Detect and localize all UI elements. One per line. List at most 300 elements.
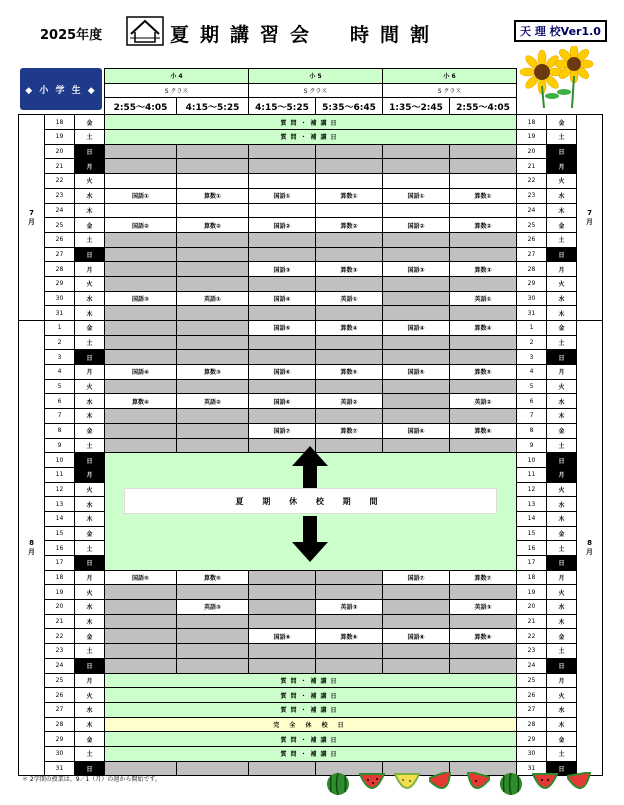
day-number: 19 <box>45 585 75 600</box>
lesson-cell: 国語⑥ <box>249 365 316 380</box>
weekday: 木 <box>547 306 577 321</box>
day-number: 19 <box>517 130 547 145</box>
weekday: 月 <box>547 570 577 585</box>
empty-slot <box>383 203 450 218</box>
weekday: 月 <box>547 673 577 688</box>
day-number: 30 <box>45 291 75 306</box>
arrow-down-icon <box>290 516 330 562</box>
lesson-cell: 英語② <box>450 394 517 409</box>
day-number: 22 <box>45 174 75 189</box>
weekday: 月 <box>75 467 105 482</box>
full-day-note: 質問・補講日 <box>105 673 517 688</box>
lesson-cell: 国語③ <box>249 262 316 277</box>
day-number: 16 <box>45 541 75 556</box>
day-number: 22 <box>517 174 547 189</box>
empty-slot <box>249 585 316 600</box>
day-number: 14 <box>517 511 547 526</box>
day-number: 9 <box>517 438 547 453</box>
lesson-cell: 英語③ <box>177 600 249 615</box>
day-number: 18 <box>517 115 547 130</box>
lesson-cell: 国語③ <box>383 262 450 277</box>
day-row <box>19 658 603 673</box>
empty-slot <box>383 614 450 629</box>
empty-slot <box>105 438 177 453</box>
lesson-cell: 国語④ <box>105 365 177 380</box>
day-number: 7 <box>517 409 547 424</box>
lesson-cell: 国語② <box>105 218 177 233</box>
day-number: 12 <box>517 482 547 497</box>
empty-slot <box>105 232 177 247</box>
watermelon-slice-icon <box>567 772 593 794</box>
weekday: 土 <box>75 541 105 556</box>
empty-slot <box>105 335 177 350</box>
day-number: 30 <box>45 746 75 761</box>
lesson-cell: 国語⑧ <box>249 629 316 644</box>
empty-slot <box>316 409 383 424</box>
day-row <box>19 130 603 145</box>
watermelon-slice-icon <box>532 772 558 794</box>
empty-slot <box>177 614 249 629</box>
empty-slot <box>383 276 450 291</box>
weekday: 水 <box>547 188 577 203</box>
day-number: 24 <box>45 203 75 218</box>
lesson-cell: 国語⑤ <box>105 570 177 585</box>
day-number: 5 <box>517 379 547 394</box>
day-row <box>19 570 603 585</box>
day-number: 19 <box>517 585 547 600</box>
empty-slot <box>177 144 249 159</box>
day-number: 15 <box>517 526 547 541</box>
full-day-note: 質問・補講日 <box>105 732 517 747</box>
weekday: 月 <box>75 159 105 174</box>
lesson-cell: 算数⑧ <box>316 629 383 644</box>
weekday: 水 <box>547 394 577 409</box>
day-row <box>19 629 603 644</box>
lesson-cell: 算数② <box>316 218 383 233</box>
month-label: 7 月 <box>577 115 603 321</box>
empty-slot <box>383 644 450 659</box>
month-label: 8 月 <box>577 321 603 776</box>
day-row <box>19 232 603 247</box>
empty-slot <box>177 761 249 776</box>
day-number: 21 <box>45 159 75 174</box>
empty-slot <box>177 159 249 174</box>
day-number: 11 <box>517 467 547 482</box>
time-slot-header: 1:35～2:45 <box>383 98 450 115</box>
full-day-note: 質問・補講日 <box>105 688 517 703</box>
watermelon-slice-icon <box>464 772 490 794</box>
weekday: 土 <box>547 644 577 659</box>
weekday: 火 <box>75 379 105 394</box>
weekday: 金 <box>547 423 577 438</box>
empty-slot <box>450 174 517 189</box>
lesson-cell: 国語① <box>383 188 450 203</box>
day-number: 31 <box>45 761 75 776</box>
day-number: 18 <box>517 570 547 585</box>
empty-slot <box>177 438 249 453</box>
day-number: 21 <box>45 614 75 629</box>
day-number: 30 <box>517 746 547 761</box>
empty-slot <box>383 379 450 394</box>
grade-header: 小 6 <box>383 69 517 84</box>
lesson-cell: 国語⑥ <box>249 394 316 409</box>
empty-slot <box>450 585 517 600</box>
empty-slot <box>316 232 383 247</box>
lesson-cell: 算数② <box>177 218 249 233</box>
watermelon-icon <box>326 772 350 796</box>
weekday: 日 <box>547 556 577 571</box>
day-number: 28 <box>517 262 547 277</box>
weekday: 水 <box>75 188 105 203</box>
lesson-cell: 国語① <box>249 188 316 203</box>
weekday: 土 <box>547 335 577 350</box>
day-row <box>19 644 603 659</box>
day-number: 16 <box>517 541 547 556</box>
weekday: 月 <box>75 365 105 380</box>
weekday: 木 <box>75 203 105 218</box>
day-row <box>19 614 603 629</box>
day-row <box>19 262 603 277</box>
empty-slot <box>249 379 316 394</box>
empty-slot <box>450 232 517 247</box>
lesson-cell: 国語④ <box>383 321 450 336</box>
day-number: 21 <box>517 614 547 629</box>
day-number: 27 <box>45 247 75 262</box>
empty-slot <box>177 247 249 262</box>
weekday: 金 <box>547 115 577 130</box>
day-row <box>19 188 603 203</box>
day-number: 23 <box>45 188 75 203</box>
day-number: 7 <box>45 409 75 424</box>
month-label: 8 月 <box>19 321 45 776</box>
lesson-cell: 算数⑤ <box>450 365 517 380</box>
grade-header: 小 5 <box>249 69 383 84</box>
weekday: 金 <box>547 732 577 747</box>
day-row <box>19 717 603 732</box>
grade-header: 小 4 <box>105 69 249 84</box>
empty-slot <box>177 423 249 438</box>
empty-slot <box>105 379 177 394</box>
day-number: 14 <box>45 511 75 526</box>
empty-slot <box>249 144 316 159</box>
weekday: 木 <box>75 717 105 732</box>
weekday: 日 <box>75 453 105 468</box>
empty-slot <box>177 174 249 189</box>
day-row <box>19 379 603 394</box>
lesson-cell: 算数① <box>177 188 249 203</box>
day-number: 6 <box>45 394 75 409</box>
empty-slot <box>316 658 383 673</box>
watermelon-icon <box>499 772 523 796</box>
empty-slot <box>383 350 450 365</box>
empty-slot <box>105 321 177 336</box>
day-row <box>19 350 603 365</box>
empty-slot <box>177 232 249 247</box>
day-row <box>19 174 603 189</box>
time-slot-header: 2:55～4:05 <box>105 98 177 115</box>
empty-slot <box>177 585 249 600</box>
weekday: 火 <box>75 276 105 291</box>
lesson-cell: 国語⑥ <box>383 423 450 438</box>
empty-slot <box>105 585 177 600</box>
weekday: 月 <box>547 159 577 174</box>
day-number: 25 <box>517 673 547 688</box>
day-number: 25 <box>45 218 75 233</box>
empty-slot <box>249 350 316 365</box>
weekday: 日 <box>75 144 105 159</box>
weekday: 火 <box>547 688 577 703</box>
weekday: 木 <box>547 409 577 424</box>
empty-slot <box>105 159 177 174</box>
empty-slot <box>105 306 177 321</box>
day-number: 13 <box>517 497 547 512</box>
day-row <box>19 247 603 262</box>
empty-slot <box>249 247 316 262</box>
weekday: 日 <box>75 658 105 673</box>
empty-slot <box>105 276 177 291</box>
day-row <box>19 394 603 409</box>
day-number: 31 <box>517 306 547 321</box>
weekday: 木 <box>75 511 105 526</box>
weekday: 月 <box>547 262 577 277</box>
empty-slot <box>177 350 249 365</box>
vacation-period-label: 夏 期 休 校 期 間 <box>124 488 497 514</box>
weekday: 日 <box>547 453 577 468</box>
empty-slot <box>249 644 316 659</box>
class-header: S クラス <box>105 83 249 98</box>
watermelon-slice-icon <box>359 772 385 794</box>
empty-slot <box>383 394 450 409</box>
empty-slot <box>316 276 383 291</box>
lesson-cell: 国語⑦ <box>383 570 450 585</box>
day-number: 31 <box>45 306 75 321</box>
day-number: 12 <box>45 482 75 497</box>
day-number: 20 <box>517 144 547 159</box>
day-row <box>19 688 603 703</box>
empty-slot <box>249 159 316 174</box>
empty-slot <box>249 761 316 776</box>
empty-slot <box>177 262 249 277</box>
day-number: 2 <box>517 335 547 350</box>
lesson-cell: 英語② <box>316 394 383 409</box>
weekday: 火 <box>75 585 105 600</box>
empty-slot <box>383 335 450 350</box>
day-row <box>19 144 603 159</box>
lesson-cell: 国語① <box>105 188 177 203</box>
empty-slot <box>249 658 316 673</box>
day-number: 23 <box>517 644 547 659</box>
weekday: 木 <box>75 409 105 424</box>
day-number: 27 <box>517 702 547 717</box>
watermelon-slice-icon <box>429 772 455 794</box>
weekday: 水 <box>75 394 105 409</box>
grade-category-label: ◆ 小 学 生 ◆ <box>20 68 102 110</box>
day-number: 11 <box>45 467 75 482</box>
day-number: 31 <box>517 761 547 776</box>
lesson-cell: 算数④ <box>450 321 517 336</box>
empty-slot <box>105 644 177 659</box>
empty-slot <box>450 306 517 321</box>
weekday: 金 <box>75 526 105 541</box>
weekday: 月 <box>75 262 105 277</box>
day-number: 5 <box>45 379 75 394</box>
weekday: 土 <box>75 130 105 145</box>
empty-slot <box>105 247 177 262</box>
day-row <box>19 409 603 424</box>
lesson-cell: 算数④ <box>316 321 383 336</box>
empty-slot <box>105 350 177 365</box>
empty-slot <box>450 350 517 365</box>
empty-slot <box>249 276 316 291</box>
lesson-cell: 国語⑤ <box>383 365 450 380</box>
empty-slot <box>383 600 450 615</box>
day-number: 18 <box>45 570 75 585</box>
empty-slot <box>105 203 177 218</box>
day-number: 1 <box>517 321 547 336</box>
day-number: 26 <box>45 688 75 703</box>
lesson-cell: 算数④ <box>105 394 177 409</box>
day-number: 20 <box>517 600 547 615</box>
day-number: 9 <box>45 438 75 453</box>
full-day-note: 完 全 休 校 日 <box>105 717 517 732</box>
day-number: 24 <box>517 203 547 218</box>
empty-slot <box>383 658 450 673</box>
weekday: 日 <box>547 247 577 262</box>
weekday: 月 <box>75 570 105 585</box>
empty-slot <box>316 644 383 659</box>
empty-slot <box>450 409 517 424</box>
weekday: 木 <box>547 511 577 526</box>
empty-slot <box>177 306 249 321</box>
day-number: 23 <box>45 644 75 659</box>
day-row <box>19 291 603 306</box>
empty-slot <box>383 159 450 174</box>
empty-slot <box>105 174 177 189</box>
empty-slot <box>316 159 383 174</box>
weekday: 木 <box>75 614 105 629</box>
day-row <box>19 746 603 761</box>
empty-slot <box>177 203 249 218</box>
weekday: 金 <box>547 218 577 233</box>
empty-slot <box>383 232 450 247</box>
day-number: 4 <box>45 365 75 380</box>
month-label: 7 月 <box>19 115 45 321</box>
weekday: 土 <box>75 438 105 453</box>
weekday: 火 <box>547 276 577 291</box>
lesson-cell: 英語① <box>316 291 383 306</box>
lesson-cell: 国語③ <box>105 291 177 306</box>
empty-slot <box>450 658 517 673</box>
empty-slot <box>316 570 383 585</box>
weekday: 金 <box>75 218 105 233</box>
day-number: 20 <box>45 600 75 615</box>
day-number: 26 <box>45 232 75 247</box>
weekday: 土 <box>75 644 105 659</box>
empty-slot <box>450 614 517 629</box>
day-row <box>19 203 603 218</box>
weekday: 火 <box>75 174 105 189</box>
day-number: 3 <box>517 350 547 365</box>
empty-slot <box>316 306 383 321</box>
weekday: 金 <box>547 526 577 541</box>
empty-slot <box>249 409 316 424</box>
time-slot-header: 2:55～4:05 <box>450 98 517 115</box>
day-number: 29 <box>517 276 547 291</box>
lesson-cell: 国語② <box>383 218 450 233</box>
weekday: 木 <box>547 717 577 732</box>
weekday: 水 <box>547 600 577 615</box>
weekday: 日 <box>75 247 105 262</box>
fruit-decoration <box>326 772 593 796</box>
weekday: 土 <box>75 232 105 247</box>
day-number: 30 <box>517 291 547 306</box>
day-number: 21 <box>517 159 547 174</box>
empty-slot <box>450 247 517 262</box>
day-number: 15 <box>45 526 75 541</box>
day-number: 26 <box>517 688 547 703</box>
lesson-cell: 国語⑦ <box>249 423 316 438</box>
weekday: 金 <box>547 629 577 644</box>
day-number: 13 <box>45 497 75 512</box>
weekday: 土 <box>75 335 105 350</box>
empty-slot <box>105 409 177 424</box>
weekday: 水 <box>75 600 105 615</box>
empty-slot <box>249 570 316 585</box>
lesson-cell: 英語③ <box>316 600 383 615</box>
day-row <box>19 115 603 130</box>
lesson-cell: 算数⑧ <box>450 629 517 644</box>
empty-slot <box>177 644 249 659</box>
empty-slot <box>105 614 177 629</box>
weekday: 日 <box>547 761 577 776</box>
weekday: 土 <box>547 232 577 247</box>
day-row <box>19 365 603 380</box>
weekday: 土 <box>547 438 577 453</box>
empty-slot <box>177 409 249 424</box>
empty-slot <box>316 379 383 394</box>
lesson-cell: 算数⑦ <box>316 423 383 438</box>
day-number: 19 <box>45 130 75 145</box>
day-number: 6 <box>517 394 547 409</box>
day-number: 10 <box>45 453 75 468</box>
empty-slot <box>249 306 316 321</box>
weekday: 金 <box>75 732 105 747</box>
lesson-cell: 算数③ <box>177 365 249 380</box>
day-number: 2 <box>45 335 75 350</box>
empty-slot <box>316 585 383 600</box>
empty-slot <box>316 350 383 365</box>
day-number: 10 <box>517 453 547 468</box>
day-number: 1 <box>45 321 75 336</box>
year-label: 2025年度 <box>40 28 103 43</box>
weekday: 金 <box>75 629 105 644</box>
weekday: 土 <box>547 541 577 556</box>
time-slot-header: 4:15～5:25 <box>249 98 316 115</box>
empty-slot <box>177 335 249 350</box>
day-number: 20 <box>45 144 75 159</box>
weekday: 水 <box>547 291 577 306</box>
empty-slot <box>450 379 517 394</box>
day-row <box>19 321 603 336</box>
day-number: 28 <box>45 717 75 732</box>
weekday: 水 <box>75 291 105 306</box>
day-number: 23 <box>517 188 547 203</box>
lesson-cell: 算数③ <box>316 262 383 277</box>
weekday: 木 <box>547 614 577 629</box>
lesson-cell: 算数⑥ <box>450 423 517 438</box>
lesson-cell: 英語③ <box>450 600 517 615</box>
day-number: 8 <box>517 423 547 438</box>
